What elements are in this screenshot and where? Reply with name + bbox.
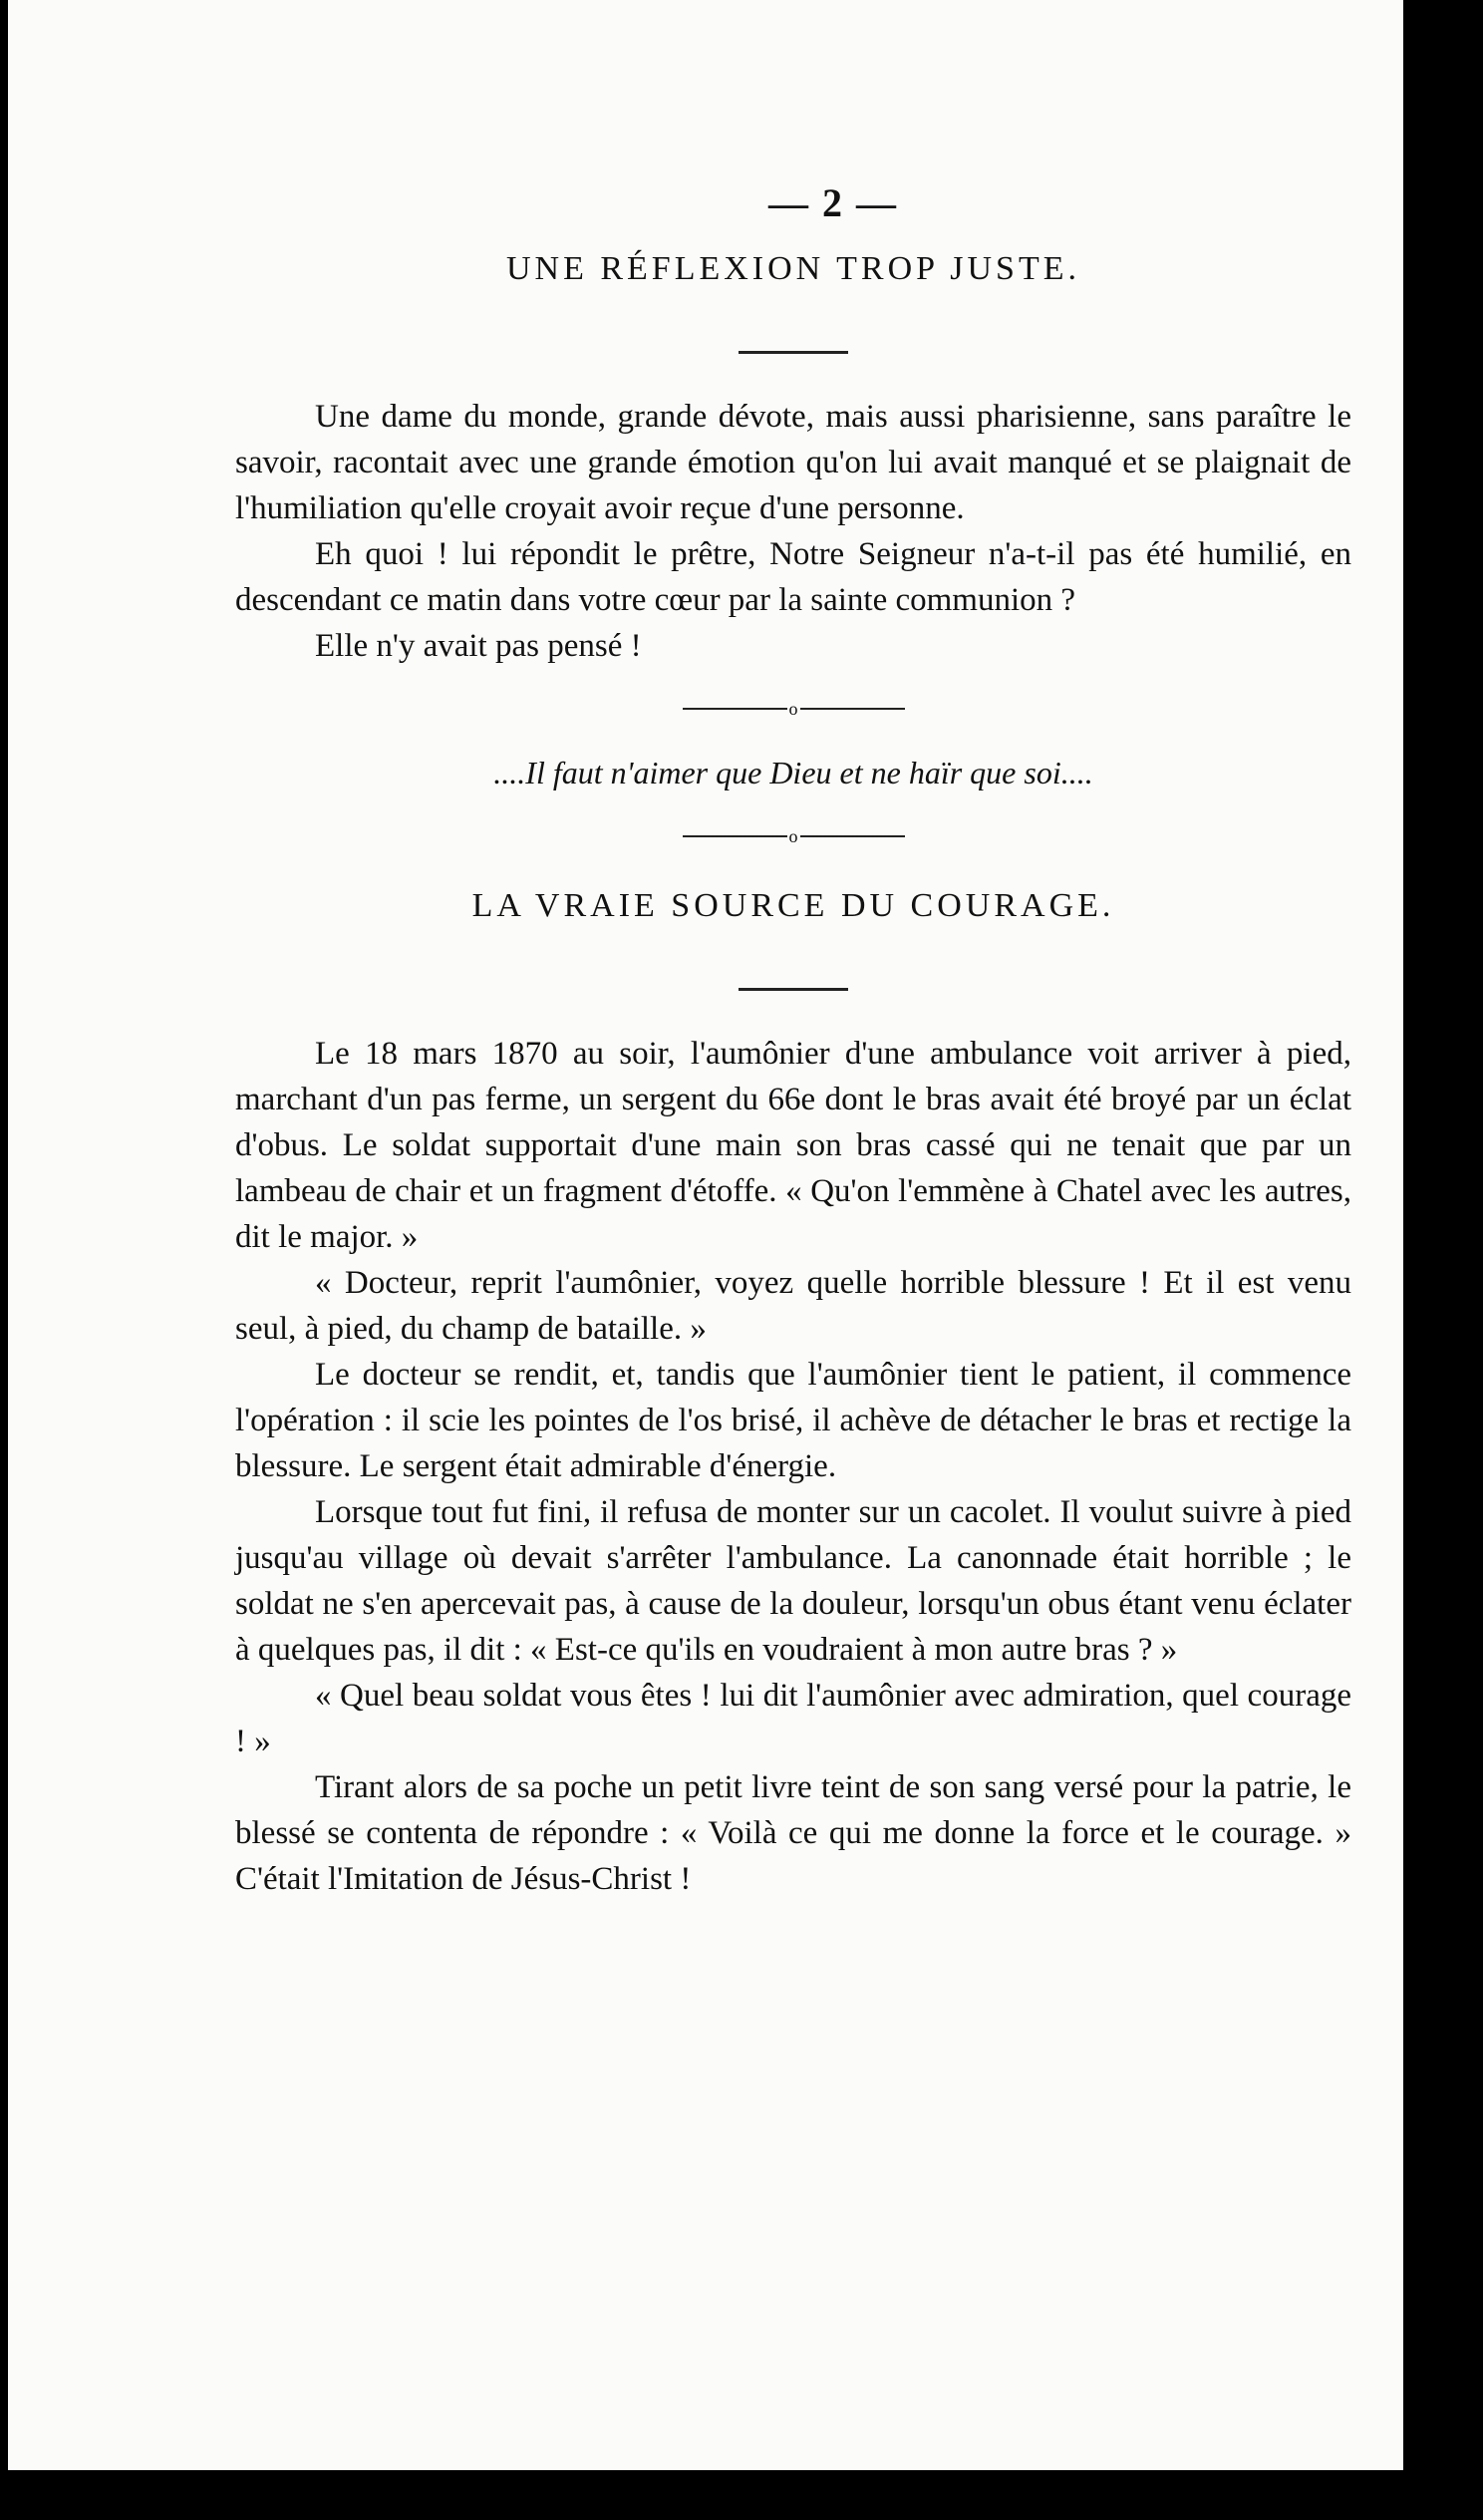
separator-line: [683, 708, 787, 710]
paragraph: Lorsque tout fut fini, il refusa de monter sur un cacolet. Il voulut suivre à pied jusqu'au village où devait s'arrêter l'ambulance. La canonnade était horrible ; le soldat ne s'en apercevait pas, à cause de la douleur, lorsqu'un obus étant venu éclater à quelques pas, il dit : « Est-ce qu'ils en voudraient à mon autre bras ? »: [235, 1494, 1351, 1668]
paragraph: Tirant alors de sa poche un petit livre teint de son sang versé pour la patrie, le blessé se contenta de répondre : « Voilà ce qui me donne la force et le courage. » C'était l'Imitation de Jésus-Christ !: [235, 1769, 1351, 1897]
paragraph: Le 18 mars 1870 au soir, l'aumônier d'une ambulance voit arriver à pied, marchant d'un pas ferme, un sergent du 66e dont le bras avait été broyé par un éclat d'obus. Le soldat supportait d'une main son bras cassé qui ne tenait que par un lambeau de chair et un fragment d'étoffe. « Qu'on l'emmène à Chatel avec les autres, dit le major. »: [235, 1036, 1351, 1255]
paragraph: « Quel beau soldat vous êtes ! lui dit l'aumônier avec admiration, quel courage ! »: [235, 1678, 1351, 1759]
paragraph: Le docteur se rendit, et, tandis que l'aumônier tient le patient, il commence l'opération : il scie les pointes de l'os brisé, il achève de détacher le bras et rectige la blessure. Le sergent était admirable d'énergie.: [235, 1357, 1351, 1484]
separator-line: [800, 708, 905, 710]
separator-mark: o: [788, 825, 798, 846]
title-rule: [739, 988, 848, 991]
paragraph: Une dame du monde, grande dévote, mais aussi pharisienne, sans paraître le savoir, racontait avec une grande émotion qu'on lui avait manqué et se plaignait de l'humiliation qu'elle croyait avoir reçue d'une personne.: [235, 399, 1351, 526]
page-content: [235, 179, 1351, 1902]
maxim: ....Il faut n'aimer que Dieu et ne haïr que soi....: [493, 755, 1093, 790]
separator-mark: o: [788, 698, 798, 719]
title-rule: [739, 351, 848, 354]
paragraph: « Docteur, reprit l'aumônier, voyez quelle horrible blessure ! Et il est venu seul, à pied, du champ de bataille. »: [235, 1265, 1351, 1347]
section-title-courage: LA VRAIE SOURCE DU COURAGE.: [471, 887, 1115, 924]
ornament-separator: [235, 689, 1351, 729]
book-page: [8, 0, 1403, 2470]
section-title-reflexion: UNE RÉFLEXION TROP JUSTE.: [505, 250, 1081, 287]
paragraph: Elle n'y avait pas pensé !: [315, 628, 642, 664]
paragraph: Eh quoi ! lui répondit le prêtre, Notre Seigneur n'a-t-il pas été humilié, en descendant ce matin dans votre cœur par la sainte communion ?: [235, 536, 1351, 618]
ornament-separator: [235, 816, 1351, 856]
separator-line: [683, 835, 787, 837]
scan-border: [1403, 0, 1483, 2520]
page-number: — 2 —: [768, 180, 898, 225]
separator-line: [800, 835, 905, 837]
